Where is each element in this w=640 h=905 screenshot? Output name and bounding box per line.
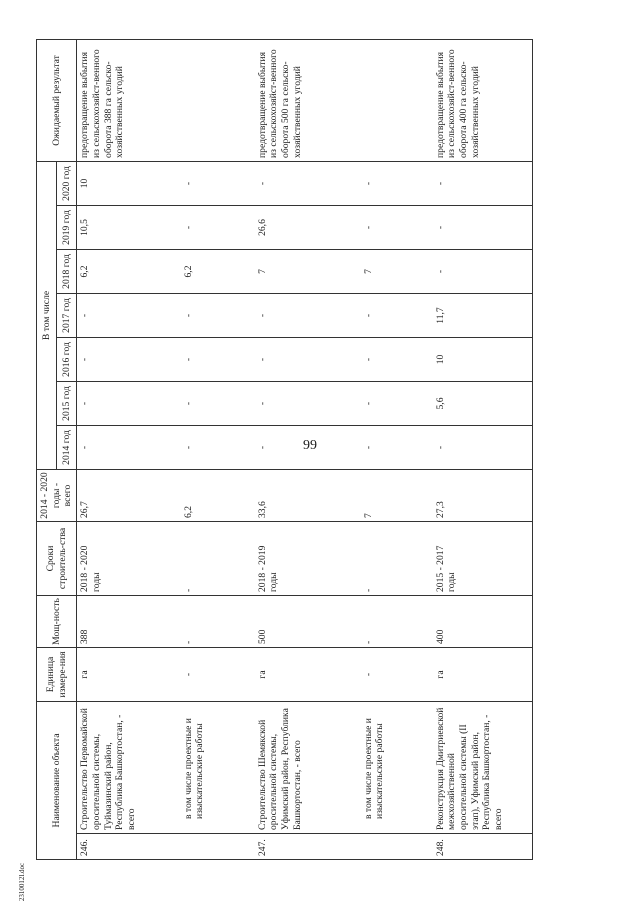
- unit-cell: га: [255, 648, 345, 702]
- header-year: 2018 год: [57, 250, 77, 294]
- page-number: 99: [303, 438, 317, 453]
- terms-cell: -: [165, 522, 255, 596]
- total-cell: 7: [345, 470, 433, 522]
- header-unit: Единица измере-ния: [37, 648, 77, 702]
- year-cell: -: [255, 338, 345, 382]
- unit-cell: -: [345, 648, 433, 702]
- result-cell: предотвращение выбытия из сельскохозяйст-венного оборота 388 га сельско-хозяйственных угодий: [77, 39, 165, 161]
- year-cell: 10: [77, 161, 165, 205]
- header-year: 2014 год: [57, 426, 77, 470]
- unit-cell: га: [77, 648, 165, 702]
- year-cell: -: [345, 206, 433, 250]
- object-name: в том числе проектные и изыскательские работы: [345, 702, 433, 834]
- total-cell: 6,2: [165, 470, 255, 522]
- year-cell: -: [345, 161, 433, 205]
- capacity-cell: 388: [77, 596, 165, 648]
- year-cell: -: [433, 426, 533, 470]
- capacity-cell: -: [345, 596, 433, 648]
- year-cell: -: [255, 382, 345, 426]
- table-row: [433, 39, 533, 859]
- year-cell: -: [255, 161, 345, 205]
- terms-cell: 2018 - 2020 годы: [77, 522, 165, 596]
- row-number: 247.: [255, 834, 345, 860]
- year-cell: -: [255, 426, 345, 470]
- table-row: [255, 39, 345, 859]
- header-year: 2016 год: [57, 338, 77, 382]
- header-including: В том числе: [37, 161, 57, 469]
- year-cell: -: [165, 206, 255, 250]
- year-cell: 6,2: [165, 250, 255, 294]
- year-cell: -: [345, 294, 433, 338]
- header-year: 2019 год: [57, 206, 77, 250]
- object-name: Строительство Шемякской оросительной системы, Уфимский район, Республика Башкортостан, - всего: [255, 702, 345, 834]
- year-cell: -: [433, 206, 533, 250]
- object-name: в том числе проектные и изыскательские работы: [165, 702, 255, 834]
- terms-cell: 2015 - 2017 годы: [433, 522, 533, 596]
- year-cell: -: [165, 382, 255, 426]
- capacity-cell: 500: [255, 596, 345, 648]
- header-year: 2015 год: [57, 382, 77, 426]
- row-number: 246.: [77, 834, 165, 860]
- year-cell: 10: [433, 338, 533, 382]
- year-cell: -: [433, 161, 533, 205]
- header-total: 2014 - 2020 годы - всего: [37, 470, 77, 522]
- year-cell: -: [165, 161, 255, 205]
- year-cell: -: [345, 382, 433, 426]
- header-capacity: Мощ-ность: [37, 596, 77, 648]
- year-cell: -: [345, 338, 433, 382]
- table-header: [37, 39, 77, 859]
- result-cell: [345, 39, 433, 161]
- year-cell: 6,2: [77, 250, 165, 294]
- terms-cell: 2018 - 2019 годы: [255, 522, 345, 596]
- objects-table: [36, 39, 533, 860]
- table-row: [345, 39, 433, 859]
- table-row: [77, 39, 165, 859]
- footer-filename: 2310012l.doc: [18, 862, 26, 902]
- year-cell: -: [433, 250, 533, 294]
- year-cell: -: [77, 338, 165, 382]
- result-cell: [165, 39, 255, 161]
- terms-cell: -: [345, 522, 433, 596]
- year-cell: 5,6: [433, 382, 533, 426]
- table-container: [36, 40, 596, 860]
- object-name: Строительство Первомайской оросительной системы, Туймазинский район, Республика Башкортостан, - всего: [77, 702, 165, 834]
- header-result: Ожидаемый результат: [37, 39, 77, 161]
- row-number: [345, 834, 433, 860]
- unit-cell: -: [165, 648, 255, 702]
- year-cell: -: [345, 426, 433, 470]
- object-name: Реконструкция Дмитриевской межхозяйственной оросительной системы (II этап), Уфимский район, Республика Башкортостан, - всего: [433, 702, 533, 834]
- year-cell: -: [165, 426, 255, 470]
- rotated-sheet: [36, 40, 596, 860]
- header-terms: Сроки строитель-ства: [37, 522, 77, 596]
- year-cell: 11,7: [433, 294, 533, 338]
- year-cell: 26,6: [255, 206, 345, 250]
- capacity-cell: 400: [433, 596, 533, 648]
- row-number: 248.: [433, 834, 533, 860]
- year-cell: -: [165, 294, 255, 338]
- total-cell: 33,6: [255, 470, 345, 522]
- header-year: 2020 год: [57, 161, 77, 205]
- year-cell: -: [77, 426, 165, 470]
- unit-cell: га: [433, 648, 533, 702]
- year-cell: -: [77, 382, 165, 426]
- year-cell: 7: [345, 250, 433, 294]
- year-cell: 10,5: [77, 206, 165, 250]
- total-cell: 27,3: [433, 470, 533, 522]
- total-cell: 26,7: [77, 470, 165, 522]
- result-cell: предотвращение выбытия из сельскохозяйст-венного оборота 400 га сельско-хозяйственных угодий: [433, 39, 533, 161]
- year-cell: 7: [255, 250, 345, 294]
- year-cell: -: [255, 294, 345, 338]
- capacity-cell: -: [165, 596, 255, 648]
- header-name: Наименование объекта: [37, 702, 77, 860]
- table-body: [77, 39, 533, 859]
- table-row: [165, 39, 255, 859]
- year-cell: -: [77, 294, 165, 338]
- year-cell: -: [165, 338, 255, 382]
- header-year: 2017 год: [57, 294, 77, 338]
- row-number: [165, 834, 255, 860]
- result-cell: предотвращение выбытия из сельскохозяйст-венного оборота 500 га сельско-хозяйственных угодий: [255, 39, 345, 161]
